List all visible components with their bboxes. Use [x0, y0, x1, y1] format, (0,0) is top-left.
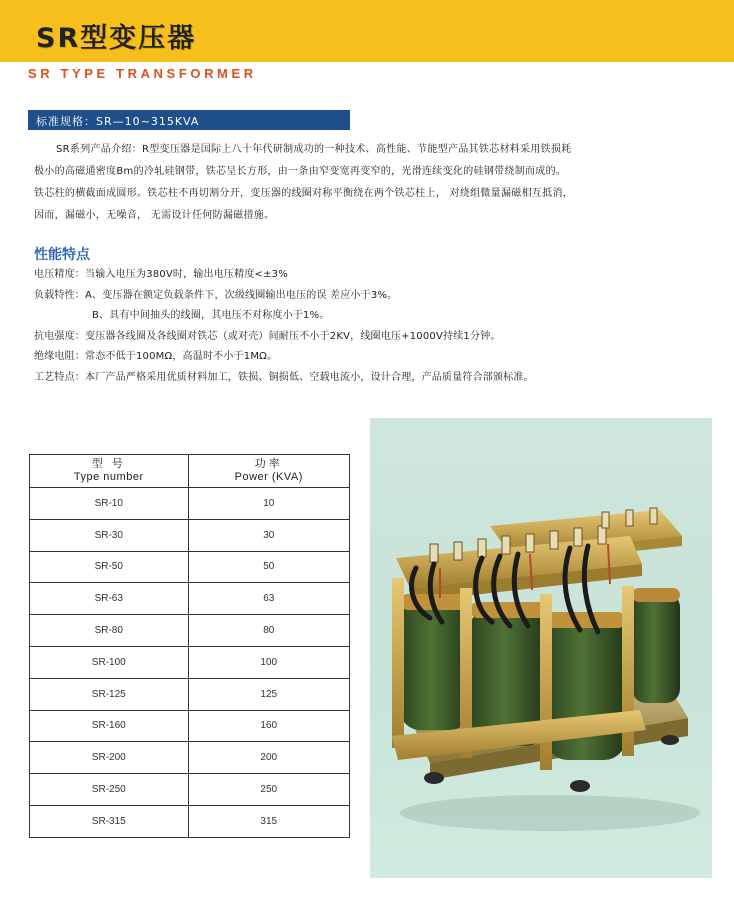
feature-line: 负载特性：A、变压器在额定负载条件下，次级线圈输出电压的误 差应小于3%。: [34, 289, 398, 301]
type-cell: SR-63: [30, 583, 189, 615]
type-cell: SR-100: [30, 646, 189, 678]
type-cell: SR-80: [30, 615, 189, 647]
type-cell: SR-50: [30, 551, 189, 583]
features-list: [34, 265, 714, 389]
header-type-en: Type number: [73, 471, 144, 483]
type-cell: SR-200: [30, 742, 189, 774]
page-subtitle: SR TYPE TRANSFORMER: [28, 66, 257, 81]
type-cell: SR-160: [30, 710, 189, 742]
type-cell: SR-10: [30, 488, 189, 520]
feature-line: 电压精度：当输入电压为380V时，输出电压精度<±3%: [34, 269, 288, 280]
spec-label: 标准规格：SR—10~315KVA: [36, 115, 200, 128]
power-cell: 10: [188, 488, 349, 520]
power-cell: 100: [188, 646, 349, 678]
type-cell: SR-125: [30, 678, 189, 710]
table-row: [30, 551, 350, 583]
type-cell: SR-250: [30, 774, 189, 806]
table-row: [30, 646, 350, 678]
table-row: [30, 488, 350, 520]
power-cell: 80: [188, 615, 349, 647]
table-header-row: [30, 455, 350, 488]
type-cell: SR-30: [30, 519, 189, 551]
header-power-cn: 功率: [254, 458, 283, 470]
power-cell: 125: [188, 678, 349, 710]
table-row: [30, 710, 350, 742]
intro-line: 极小的高磁通密度Bm的冷轧硅钢带，铁芯呈长方形，由一条由窄变宽再变窄的，光滑连续变化的硅钢带绕制而成的。: [34, 166, 567, 177]
power-cell: 63: [188, 583, 349, 615]
table-row: [30, 583, 350, 615]
header-type: [30, 455, 189, 488]
power-cell: 315: [188, 805, 349, 837]
feature-line: 抗电强度：变压器各线圈及各线圈对铁芯（或对壳）间耐压不小于2KV，线圈电压+1000V持续1分钟。: [34, 330, 501, 342]
page-title: SR型变压器: [36, 23, 197, 54]
header-type-cn: 型 号: [91, 458, 126, 470]
table-row: [30, 678, 350, 710]
spec-table: [29, 454, 350, 838]
power-cell: 30: [188, 519, 349, 551]
intro-line: SR系列产品介绍：R型变压器是国际上八十年代研制成功的一种技术、高性能、节能型产品其铁芯材料采用铁损耗: [56, 144, 572, 155]
power-cell: 50: [188, 551, 349, 583]
table-row: [30, 519, 350, 551]
intro-line: 因而，漏磁小，无噪音， 无需设计任何防漏磁措施。: [34, 210, 275, 221]
features-heading: 性能特点: [34, 247, 90, 263]
feature-line: 工艺特点：本厂产品严格采用优质材料加工，铁损、铜损低、空载电流小，设计合理，产品质量符合部颁标准。: [34, 371, 534, 383]
table-row: [30, 742, 350, 774]
power-cell: 200: [188, 742, 349, 774]
table-row: [30, 774, 350, 806]
table-row: [30, 805, 350, 837]
intro-line: 铁芯柱的横截面成圆形。铁芯柱不再切割分开，变压器的线圈对称平衡绕在两个铁芯柱上， 对绕组微量漏磁相互抵消，: [34, 188, 574, 199]
header-power: [188, 455, 349, 488]
type-cell: SR-315: [30, 805, 189, 837]
feature-line: 绝缘电阻：常态不低于100MΩ，高温时不小于1MΩ。: [34, 351, 278, 363]
feature-line: B、具有中间抽头的线圈，其电压不对称度小于1%。: [92, 310, 330, 322]
power-cell: 160: [188, 710, 349, 742]
table-row: [30, 615, 350, 647]
transformer-photo: [370, 418, 712, 878]
intro-paragraph: [34, 139, 706, 227]
header-power-en: Power (KVA): [234, 471, 303, 483]
transformer-illustration: [370, 418, 712, 878]
power-cell: 250: [188, 774, 349, 806]
